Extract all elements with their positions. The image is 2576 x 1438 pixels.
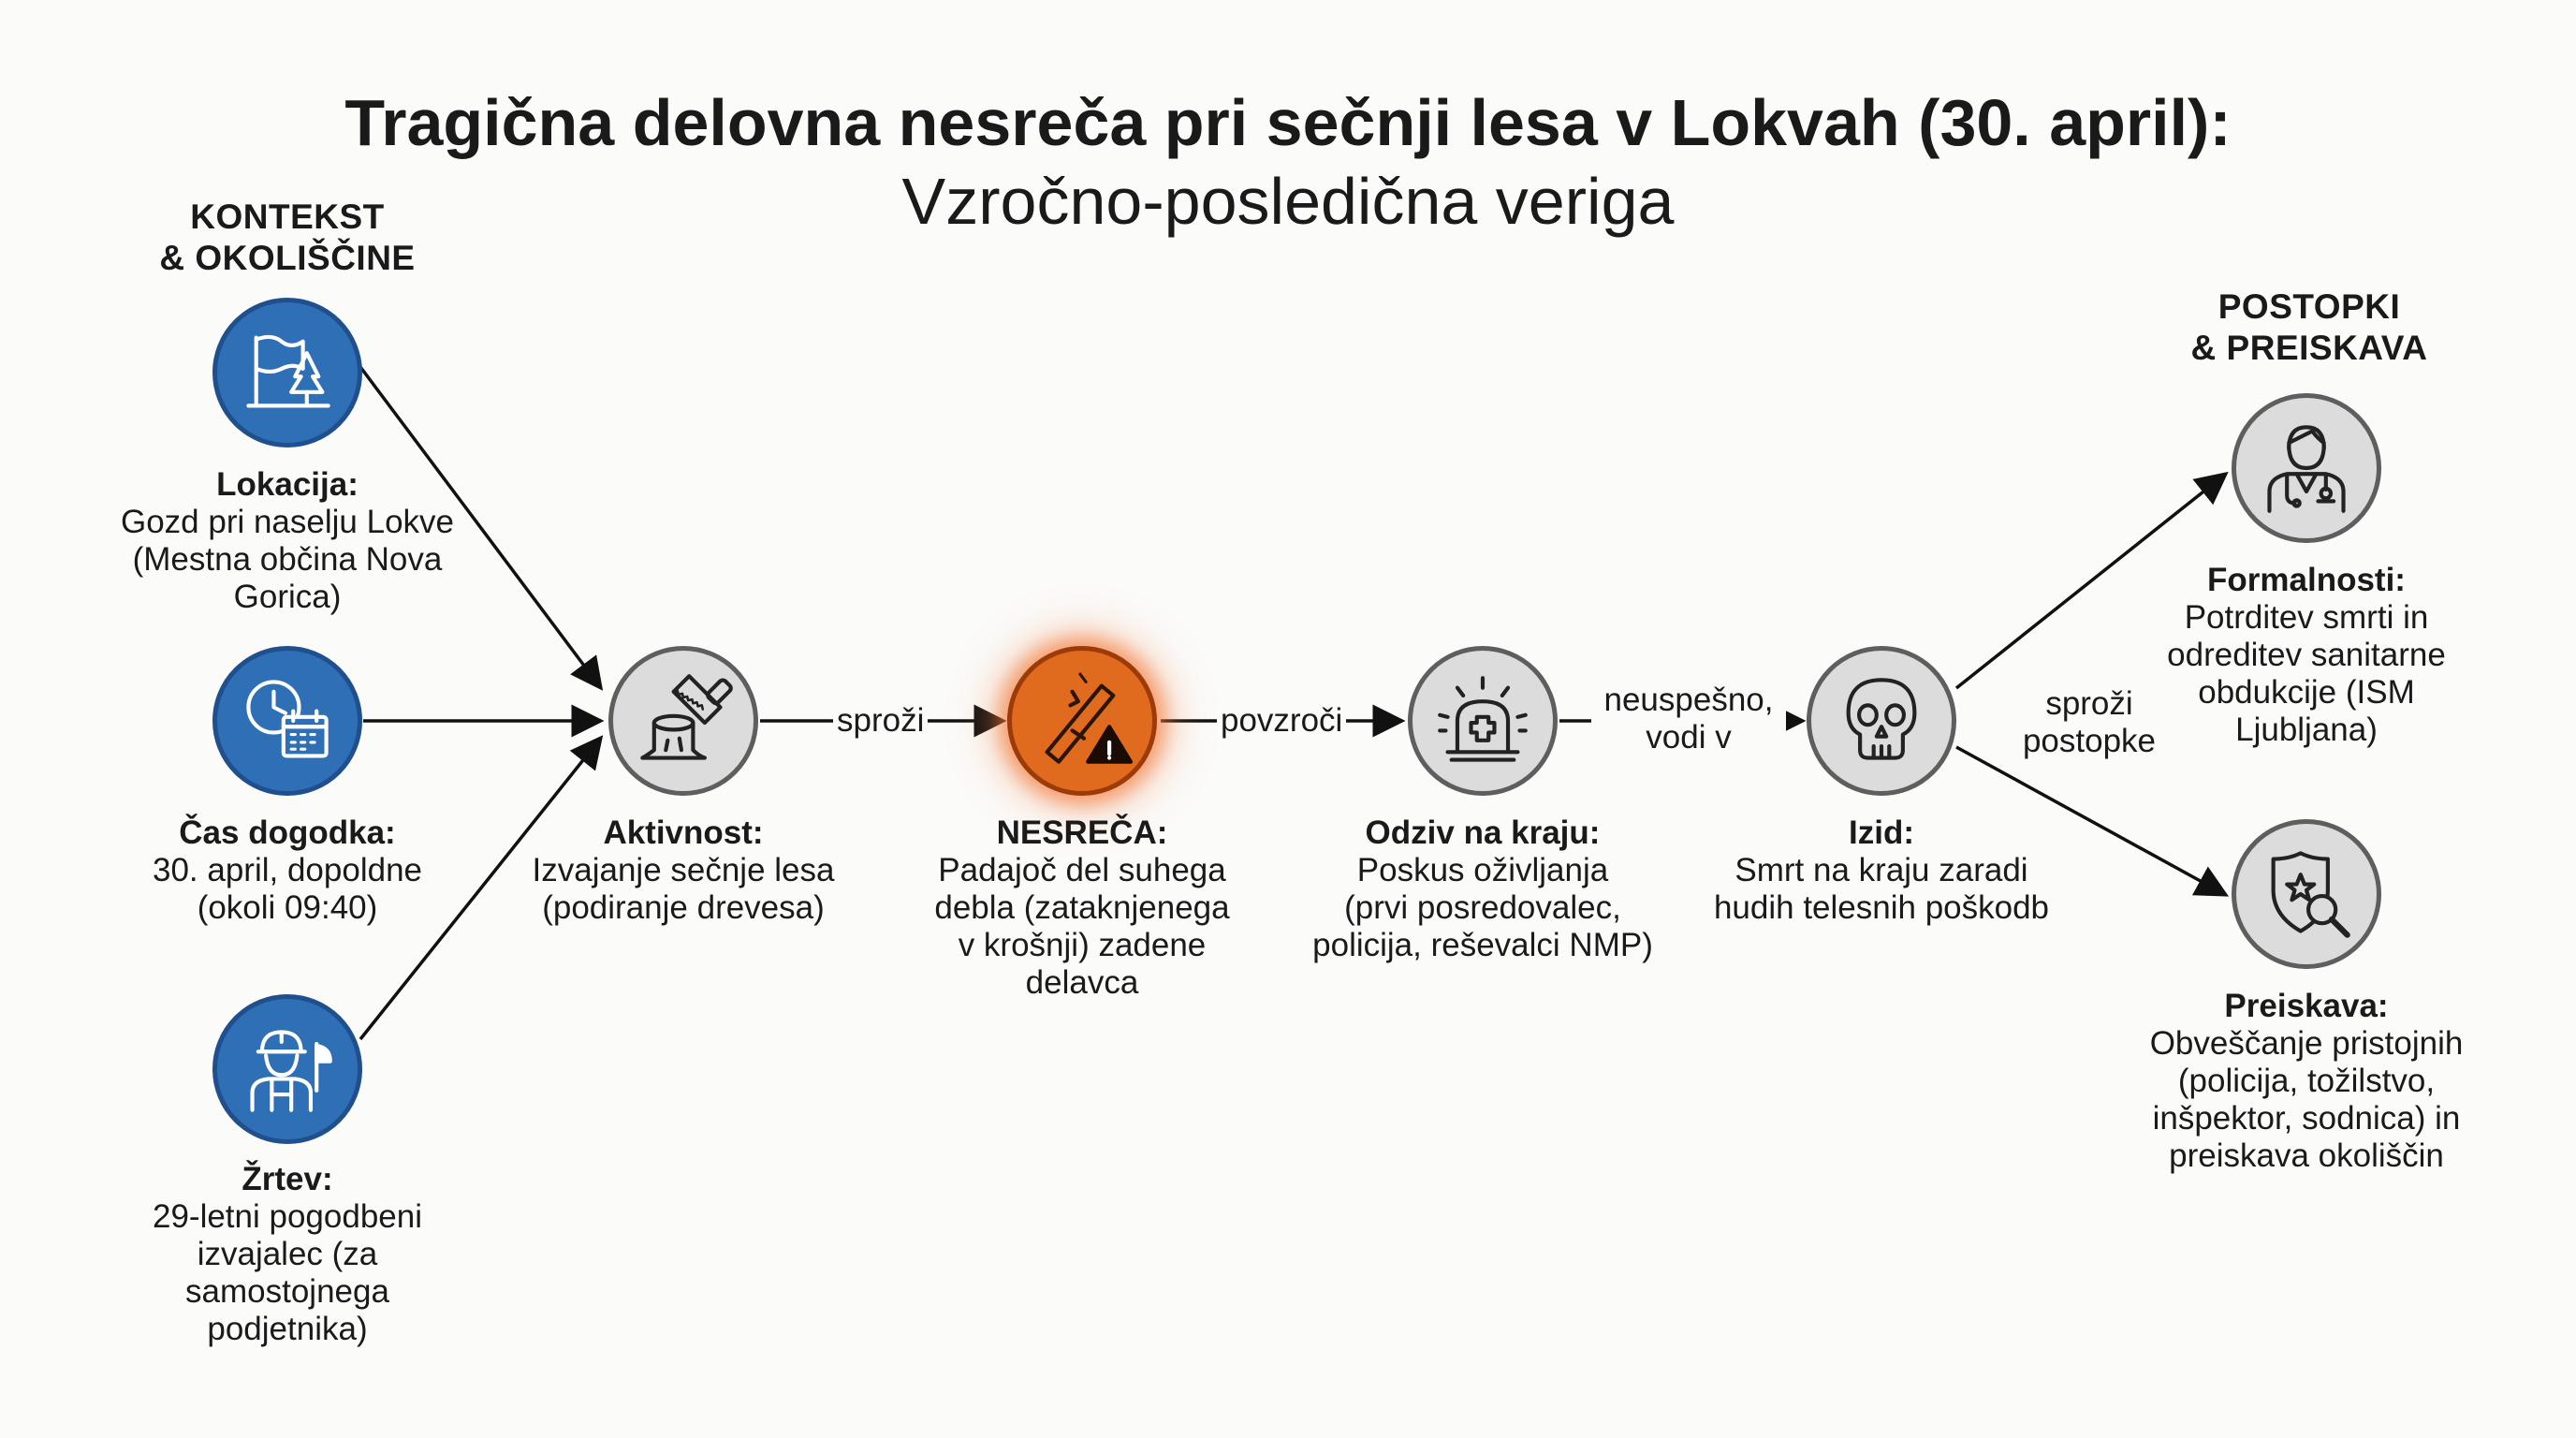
victim-head: Žrtev:	[242, 1161, 333, 1197]
activity-head: Aktivnost:	[603, 814, 764, 851]
investigation-head: Preiskava:	[2224, 988, 2389, 1024]
edge-label-triggers-procedures: sproži postopke	[2022, 685, 2157, 759]
activity-node	[608, 646, 758, 796]
response-desc: Poskus oživljanja (prvi posredovalec, policija, reševalci NMP)	[1312, 852, 1653, 963]
doctor-icon	[2258, 419, 2355, 517]
time-desc: 30. april, dopoldne (okoli 09:40)	[153, 852, 422, 926]
time-label	[72, 814, 503, 927]
outcome-label	[1666, 814, 2097, 927]
outcome-node	[1807, 646, 1956, 796]
accident-label	[867, 814, 1297, 1002]
formalities-head: Formalnosti:	[2207, 562, 2406, 598]
victim-label	[72, 1161, 503, 1348]
section-context-label	[91, 197, 484, 279]
location-label	[72, 466, 503, 616]
investigation-node	[2232, 819, 2381, 969]
ambulance-siren-icon	[1434, 672, 1531, 770]
formalities-node	[2232, 393, 2381, 543]
section-context-text: KONTEKST & OKOLIŠČINE	[159, 198, 416, 277]
outcome-head: Izid:	[1849, 814, 1914, 851]
response-node	[1408, 646, 1558, 796]
skull-icon	[1833, 672, 1930, 770]
accident-node	[1007, 646, 1157, 796]
victim-node	[212, 994, 362, 1144]
worker-icon	[239, 1020, 336, 1118]
location-node	[212, 298, 362, 448]
falling-log-warning-icon	[1033, 672, 1131, 770]
time-node	[212, 646, 362, 796]
accident-head: NESREČA:	[996, 814, 1168, 851]
response-label	[1267, 814, 1698, 964]
section-procedures-label	[2113, 286, 2506, 369]
formalities-desc: Potrditev smrti in odreditev sanitarne obdukcije (ISM Ljubljana)	[2167, 599, 2446, 748]
section-procedures-text: POSTOPKI & PREISKAVA	[2190, 287, 2428, 367]
stump-saw-icon	[635, 672, 732, 770]
edge-label-unsuccessful: neuspešno, vodi v	[1591, 682, 1786, 756]
investigation-label	[2091, 988, 2522, 1175]
activity-desc: Izvajanje sečnje lesa (podiranje drevesa)	[532, 852, 835, 926]
outcome-desc: Smrt na kraju zaradi hudih telesnih poškodb	[1713, 852, 2050, 926]
investigation-desc: Obveščanje pristojnih (policija, tožilstvo, inšpektor, sodnica) in preiskava okoliščin	[2149, 1025, 2464, 1174]
response-head: Odziv na kraju:	[1365, 814, 1601, 851]
badge-magnifier-icon	[2258, 845, 2355, 943]
clock-calendar-icon	[239, 672, 336, 770]
edge-label-causes: povzroči	[1217, 702, 1346, 740]
victim-desc: 29-letni pogodbeni izvajalec (za samostojnega podjetnika)	[152, 1198, 422, 1347]
time-head: Čas dogodka:	[179, 814, 396, 851]
diagram-subtitle: Vzročno-posledična veriga	[901, 165, 1675, 238]
location-head: Lokacija:	[216, 466, 359, 503]
accident-desc: Padajoč del suhega debla (zataknjenega v krošnji) zadene delavca	[934, 852, 1230, 1001]
activity-label	[468, 814, 899, 927]
edge-label-triggers: sproži	[833, 702, 928, 740]
diagram-title: Tragična delovna nesreča pri sečnji lesa v Lokvah (30. april):	[344, 86, 2232, 159]
location-desc: Gozd pri naselju Lokve (Mestna občina Nova Gorica)	[120, 504, 455, 615]
flag-tree-icon	[239, 324, 336, 421]
